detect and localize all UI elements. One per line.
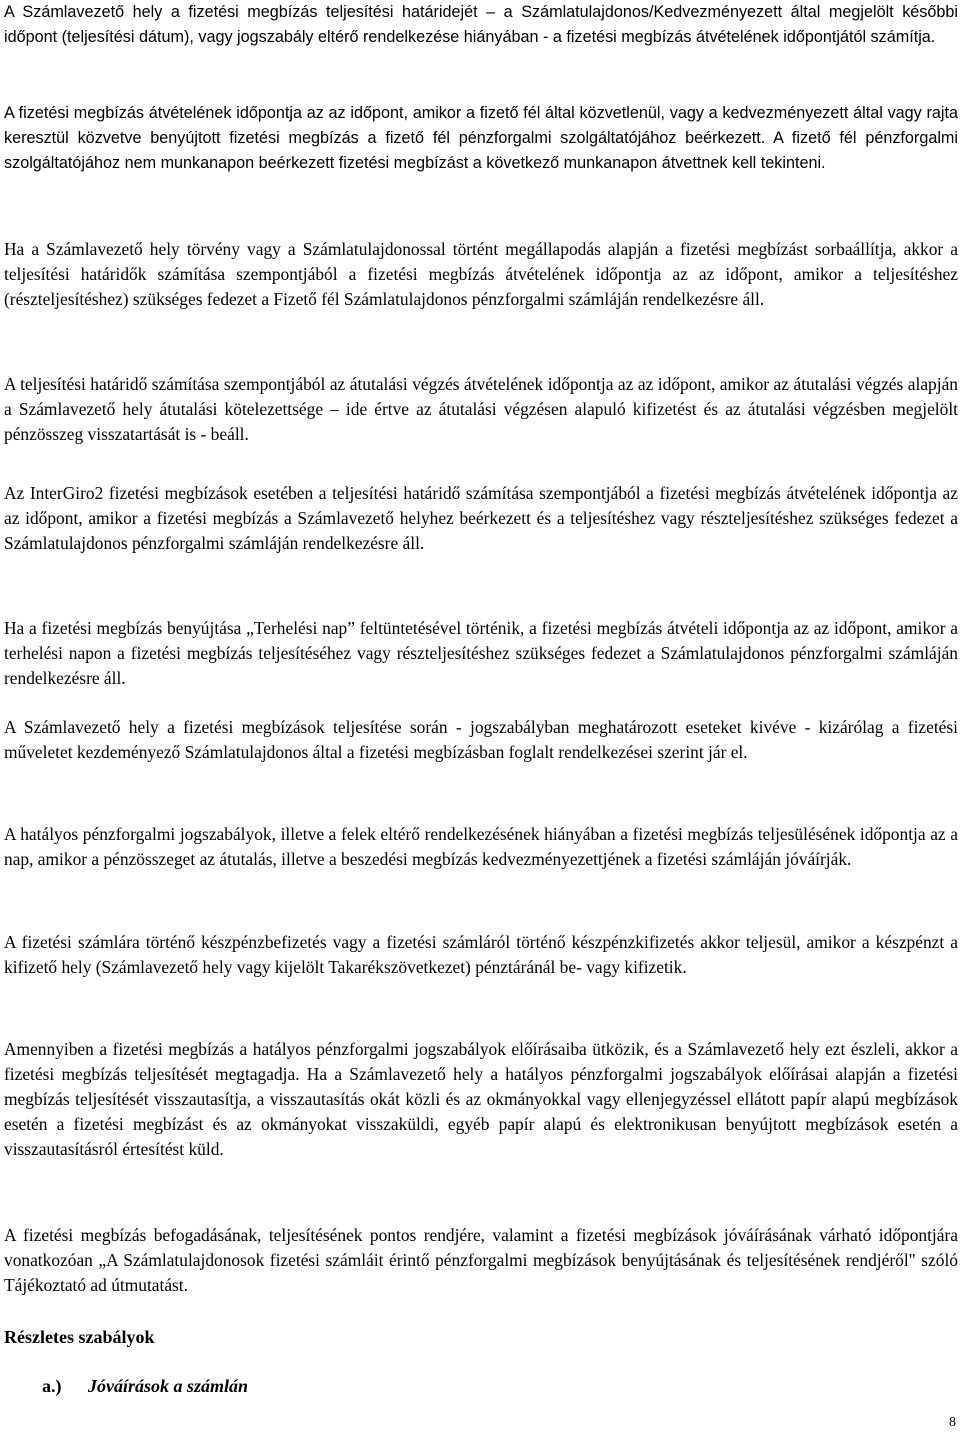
paragraph-11: A fizetési megbízás befogadásának, teljesítésének pontos rendjére, valamint a fizetési megbízások jóváírásának várható időpontjára vonatkozóan „A Számlatulajdonosok fizetési számláit érintő pénzforgalmi megbízások benyújtásának és teljesítésének rendjéről" szóló Tájékoztató ad útmutatást.: [4, 1225, 958, 1295]
paragraph-1: A Számlavezető hely a fizetési megbízás teljesítési határidejét – a Számlatulajdonos/Kedvezményezett által megjelölt későbbi időpont (teljesítési dátum), vagy jogszabály eltérő rendelkezése hiányában - a fizetési megbízás átvételének időpontjától számítja.: [4, 3, 958, 46]
subsection-heading: [42, 1374, 248, 1399]
paragraph-9: A fizetési számlára történő készpénzbefizetés vagy a fizetési számláról történő készpénzkifizetés akkor teljesül, amikor a készpénzt a kifizető hely (Számlavezető hely vagy kijelölt Takarékszövetkezet) pénztáránál be- vagy kifizetik.: [4, 932, 958, 977]
paragraph-2: A fizetési megbízás átvételének időpontja az az időpont, amikor a fizető fél által közvetlenül, vagy a kedvezményezett által vagy rajta keresztül közvetve benyújtott fizetési megbízás a fizető fél pénzforgalmi szolgáltatójához beérkezett. A fizető fél pénzforgalmi szolgáltatójához nem munkanapon beérkezett fizetési megbízást a következő munkanapon átvettnek kell tekinteni.: [4, 104, 958, 172]
page-number: 8: [949, 1415, 956, 1430]
subsection-title: Jóváírások a számlán: [88, 1376, 249, 1396]
paragraph-5: Az InterGiro2 fizetési megbízások esetében a teljesítési határidő számítása szempontjából a fizetési megbízás átvételének időpontja az az időpont, amikor a fizetési megbízás a Számlavezető helyhez beérkezett és a teljesítéshez vagy részteljesítéshez szükséges fedezet a Számlatulajdonos pénzforgalmi számláján rendelkezésre áll.: [4, 483, 958, 553]
paragraph-7: A Számlavezető hely a fizetési megbízások teljesítése során - jogszabályban meghatározott eseteket kivéve - kizárólag a fizetési műveletet kezdeményező Számlatulajdonos által a fizetési megbízásban foglalt rendelkezései szerint jár el.: [4, 717, 958, 762]
section-heading: Részletes szabályok: [4, 1327, 155, 1347]
paragraph-4: A teljesítési határidő számítása szempontjából az átutalási végzés átvételének időpontja az az időpont, amikor az átutalási végzés alapján a Számlavezető hely átutalási kötelezettsége – ide értve az átutalási végzésen alapuló kifizetést és az átutalási végzésben megjelölt pénzösszeg visszatartását is - beáll.: [4, 374, 958, 444]
paragraph-3: Ha a Számlavezető hely törvény vagy a Számlatulajdonossal történt megállapodás alapján a fizetési megbízást sorbaállítja, akkor a teljesítési határidők számítása szempontjából a fizetési megbízás átvételének időpontja az az időpont, amikor a teljesítéshez (részteljesítéshez) szükséges fedezet a Fizető fél Számlatulajdonos pénzforgalmi számláján rendelkezésre áll.: [4, 239, 958, 309]
paragraph-8: A hatályos pénzforgalmi jogszabályok, illetve a felek eltérő rendelkezésének hiányában a fizetési megbízás teljesülésének időpontja az a nap, amikor a pénzösszeget az átutalás, illetve a beszedési megbízás kedvezményezettjének a fizetési számláján jóváírják.: [4, 824, 958, 869]
paragraph-6: Ha a fizetési megbízás benyújtása „Terhelési nap” feltüntetésével történik, a fizetési megbízás átvételi időpontja az az időpont, amikor a terhelési napon a fizetési megbízás teljesítéséhez vagy részteljesítéshez szükséges fedezet a Számlatulajdonos pénzforgalmi számláján rendelkezésre áll.: [4, 618, 958, 688]
subsection-number: a.): [42, 1376, 62, 1396]
paragraph-10: Amennyiben a fizetési megbízás a hatályos pénzforgalmi jogszabályok előírásaiba ütközik, és a Számlavezető hely ezt észleli, akkor a fizetési megbízás teljesítését megtagadja. Ha a Számlavezető hely a hatályos pénzforgalmi jogszabályok előírásai alapján a fizetési megbízás teljesítését visszautasítja, a visszautasítás okát közli és az okmányokkal vagy ellenjegyzéssel ellátott papír alapú megbízások esetén a fizetési megbízást és az okmányokat visszaküldi, egyéb papír alapú és elektronikusan benyújtott megbízások esetén a visszautasításról értesítést küld.: [4, 1039, 958, 1159]
